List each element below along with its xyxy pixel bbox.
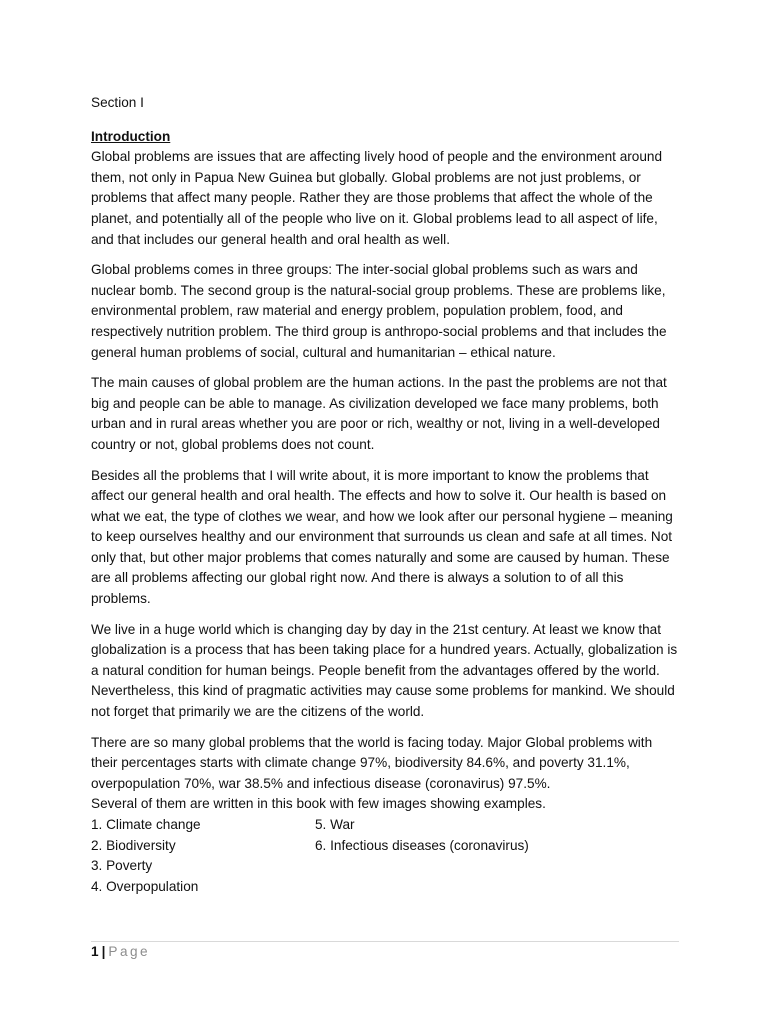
problems-list bbox=[91, 815, 681, 897]
list-item: 2. Biodiversity bbox=[91, 837, 176, 853]
page-label: Page bbox=[108, 944, 151, 959]
page-number: 1 bbox=[91, 944, 99, 959]
list-item: 6. Infectious diseases (coronavirus) bbox=[315, 837, 529, 853]
footer-divider bbox=[91, 941, 679, 942]
introduction-heading: Introduction bbox=[91, 128, 171, 144]
list-item: 5. War bbox=[315, 817, 355, 832]
list-item: 1. Climate change bbox=[91, 817, 201, 832]
paragraph: The main causes of global problem are the human actions. In the past the problems are not that big and people can be able to manage. As civilization developed we face many problems, both urban and in rural areas whether you are poor or rich, wealthy or not, living in a well-developed country or not, global problems does not count. bbox=[91, 375, 667, 452]
footer-separator: | bbox=[101, 944, 106, 959]
paragraph: Global problems are issues that are affecting lively hood of people and the environment around them, not only in Papua New Guinea but globally. Global problems are not just problems, or problems that affect many people. Rather they are those problems that affect the whole of the planet, and potentially all of the people who live on it. Global problems lead to all aspect of life, and that includes our general health and oral health as well. bbox=[91, 149, 663, 247]
list-intro: Several of them are written in this book with few images showing examples. bbox=[91, 796, 546, 812]
section-label: Section I bbox=[91, 95, 144, 110]
paragraph: We live in a huge world which is changing day by day in the 21st century. At least we know that globalization is a process that has been taking place for a hundred years. Actually, globalization is a natural condition for human beings. People benefit from the advantages offered by the world. Nevertheless, this kind of pragmatic activities may cause some problems for mankind. We should not forget that primarily we are the citizens of the world. bbox=[91, 621, 678, 720]
document-body bbox=[91, 93, 681, 897]
list-item: 3. Poverty bbox=[91, 858, 153, 874]
list-item: 4. Overpopulation bbox=[91, 878, 199, 894]
paragraph: Besides all the problems that I will write about, it is more important to know the problems that affect our general health and oral health. The effects and how to solve it. Our health is based on what we eat, the type of clothes we wear, and how we look after our personal hygiene – meaning to keep ourselves healthy and our environment that surrounds us clean and safe at all times. Not only that, but other major problems that comes naturally and some are caused by human. These are all problems affecting our global right now. And there is always a solution to of all this problems. bbox=[91, 467, 673, 607]
page-footer bbox=[91, 943, 150, 961]
paragraph: Global problems comes in three groups: The inter-social global problems such as wars and nuclear bomb. The second group is the natural-social group problems. These are problems like, environmental problem, raw material and energy problem, population problem, food, and respectively nutrition problem. The third group is anthropo-social problems and that includes the general human problems of social, cultural and humanitarian – ethical nature. bbox=[91, 262, 667, 360]
paragraph: There are so many global problems that the world is facing today. Major Global problems with their percentages starts with climate change 97%, biodiversity 84.6%, and poverty 31.1%, overpopulation 70%, war 38.5% and infectious disease (coronavirus) 97.5%. bbox=[91, 734, 653, 791]
